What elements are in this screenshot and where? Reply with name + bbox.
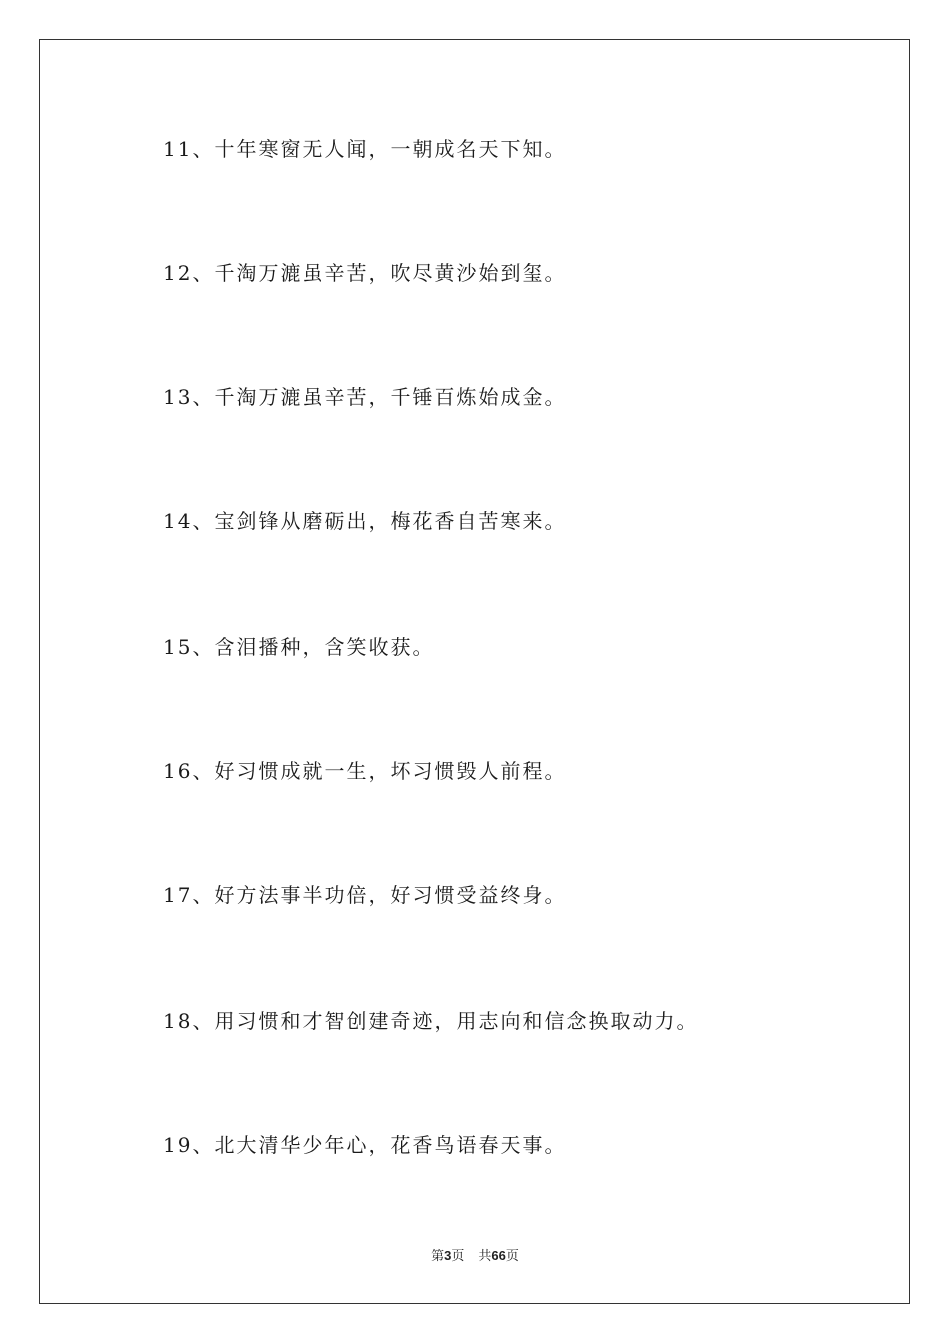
entry-14: 14、宝剑锋从磨砺出，梅花香自苦寒来。 bbox=[163, 509, 567, 533]
total-suffix: 页 bbox=[505, 1249, 519, 1264]
page-suffix: 页 bbox=[451, 1249, 465, 1264]
total-prefix: 共 bbox=[478, 1249, 492, 1264]
page-frame bbox=[39, 39, 910, 1304]
entry-16: 16、好习惯成就一生，坏习惯毁人前程。 bbox=[163, 759, 567, 783]
entry-15: 15、含泪播种，含笑收获。 bbox=[163, 635, 435, 659]
page-prefix: 第 bbox=[431, 1249, 445, 1264]
page-footer bbox=[0, 1248, 950, 1265]
entry-18: 18、用习惯和才智创建奇迹，用志向和信念换取动力。 bbox=[163, 1009, 699, 1033]
entry-17: 17、好方法事半功倍，好习惯受益终身。 bbox=[163, 883, 567, 907]
entry-12: 12、千淘万漉虽辛苦，吹尽黄沙始到玺。 bbox=[163, 261, 567, 285]
entry-11: 11、十年寒窗无人闻，一朝成名天下知。 bbox=[163, 137, 567, 161]
page-number: 3 bbox=[444, 1248, 452, 1263]
total-pages: 66 bbox=[491, 1248, 506, 1263]
entry-13: 13、千淘万漉虽辛苦，千锤百炼始成金。 bbox=[163, 385, 567, 409]
entry-19: 19、北大清华少年心，花香鸟语春天事。 bbox=[163, 1133, 567, 1157]
